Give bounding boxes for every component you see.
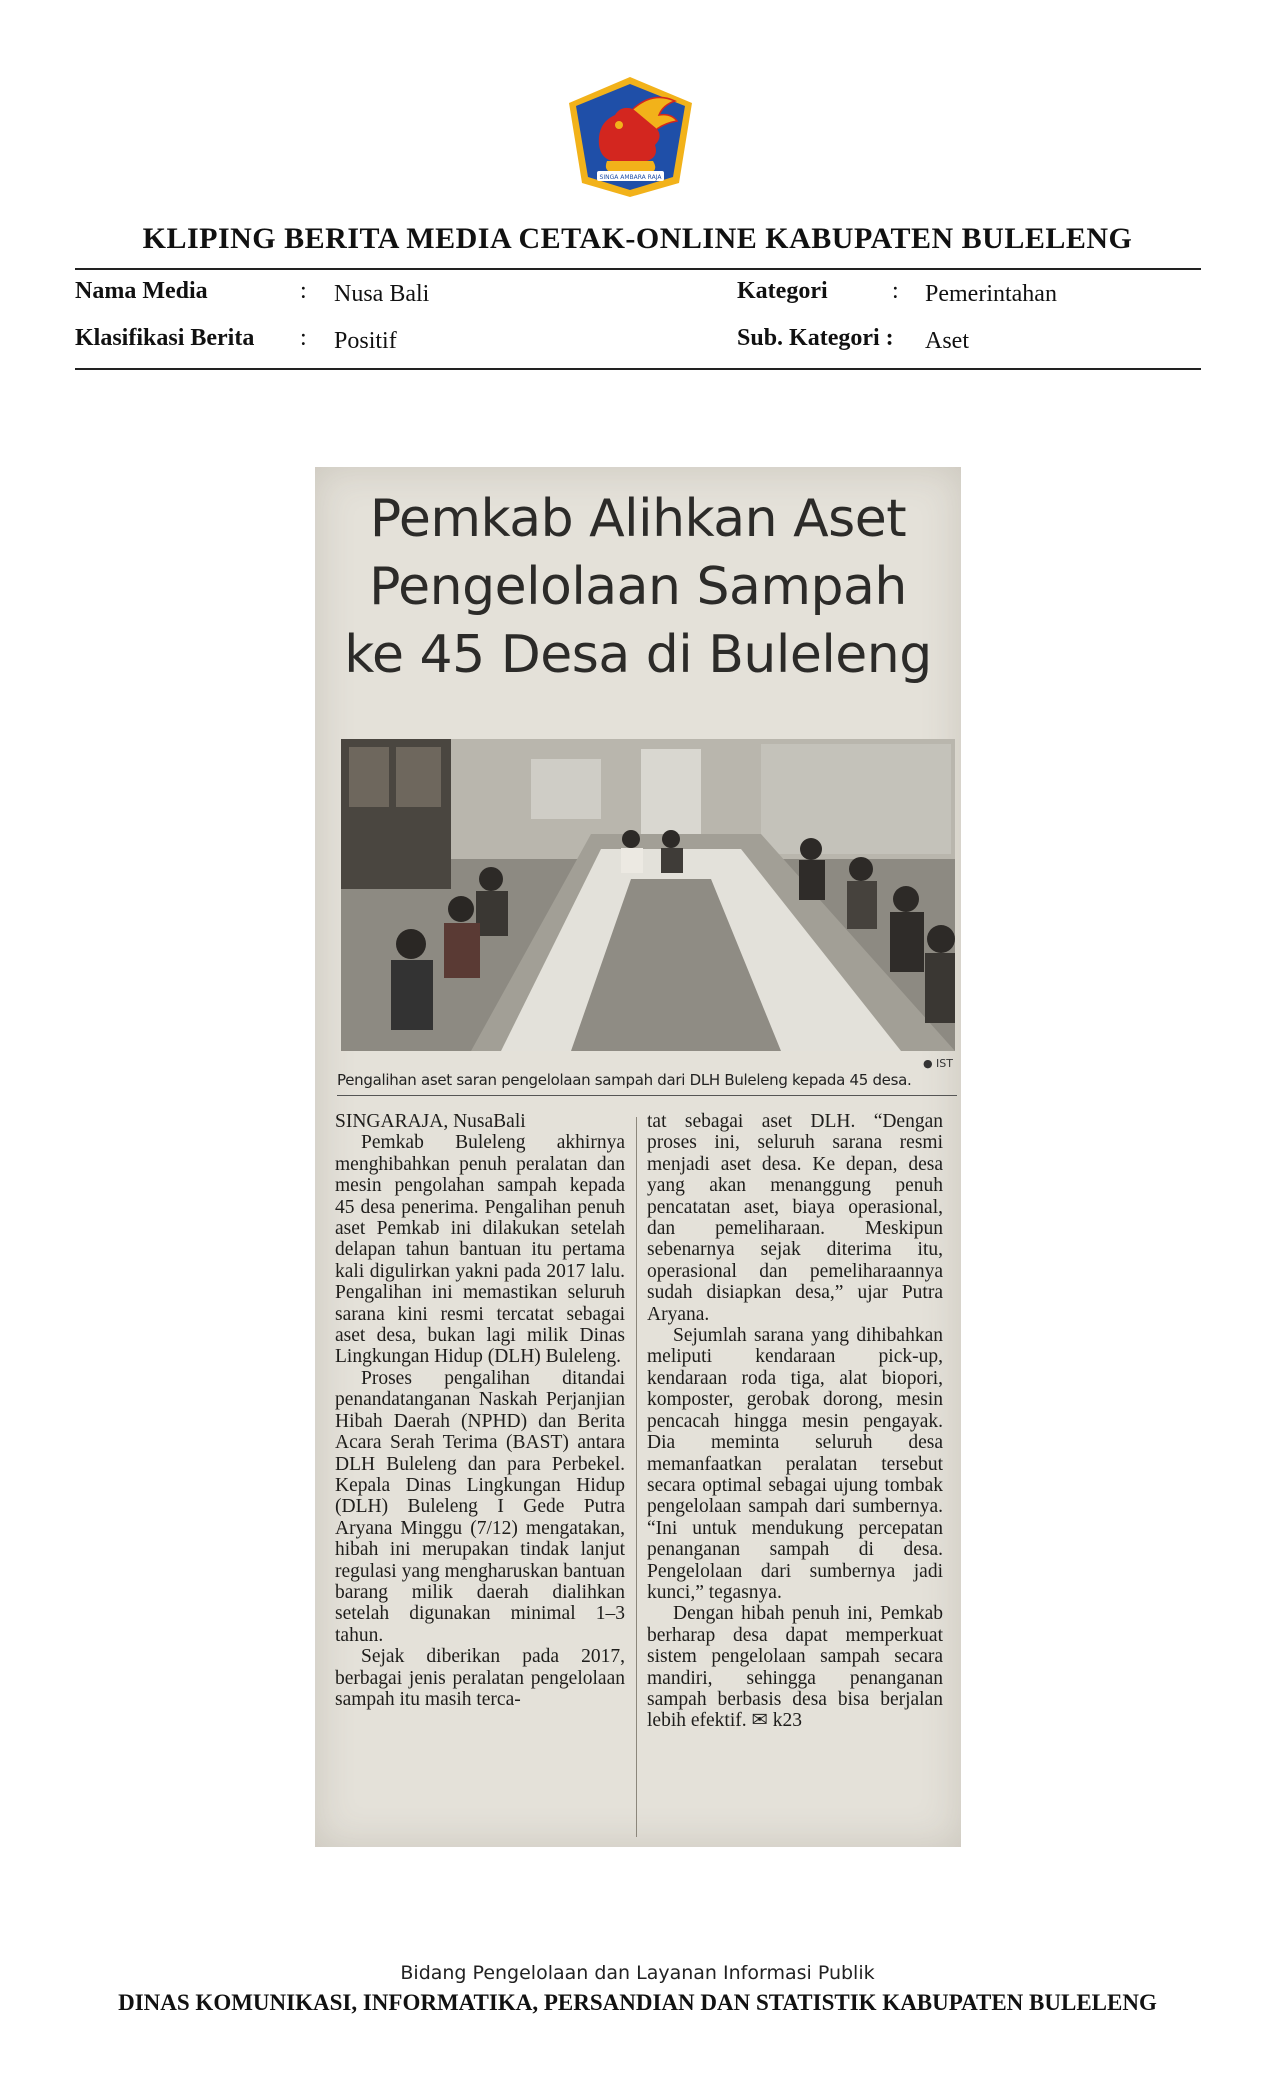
meeting-photo: [341, 739, 955, 1051]
photo-credit: ● IST: [922, 1057, 953, 1070]
article-column-1: [335, 1111, 625, 1710]
article-column-2: [647, 1111, 943, 1732]
caption-divider: [337, 1095, 957, 1096]
dateline: SINGARAJA, NusaBali: [335, 1111, 526, 1132]
kategori-label: Kategori: [737, 278, 828, 304]
article-paragraph: Sejumlah sarana yang dihibahkan meliputi kendaraan pick-up, kendaraan roda tiga, alat biopori, komposter, gerobak dorong, mesin pencacah hingga mesin pengayak. Dia meminta seluruh desa memanfaatkan peralatan tersebut secara optimal sebagai ujung tombak pengelolaan sampah dari sumbernya. “Ini untuk mendukung percepatan penanganan sampah di desa. Pengelolaan dari sumbernya jadi kunci,” tegasnya.: [647, 1325, 943, 1603]
header-bottom-divider: [75, 368, 1201, 370]
photo-caption: Pengalihan aset saran pengelolaan sampah dari DLH Buleleng kepada 45 desa.: [337, 1071, 912, 1089]
article-paragraph: tat sebagai aset DLH. “Dengan proses ini, seluruh sarana resmi menjadi aset desa. Ke depan, desa yang akan menanggung penuh pencatatan aset, biaya operasional, dan pemeliharaan. Meskipun sebenarnya sejak diterima itu, operasional dan pemeliharaannya sudah disiapkan desa,” ujar Putra Aryana.: [647, 1111, 943, 1325]
newspaper-clipping: [315, 467, 961, 1847]
klasifikasi-value: Positif: [334, 328, 397, 354]
footer-agency: DINAS KOMUNIKASI, INFORMATIKA, PERSANDIAN DAN STATISTIK KABUPATEN BULELENG: [118, 1990, 1157, 2015]
footer-department: Bidang Pengelolaan dan Layanan Informasi Publik: [400, 1962, 875, 1984]
media-colon: :: [300, 278, 307, 304]
article-paragraph: Dengan hibah penuh ini, Pemkab berharap desa dapat memperkuat sistem pengelolaan sampah secara mandiri, sehingga penanganan sampah berbasis desa bisa berjalan lebih efektif. ✉ k23: [647, 1603, 943, 1732]
article-paragraph: Proses pengalihan ditandai penandatanganan Naskah Perjanjian Hibah Daerah (NPHD) dan Berita Acara Serah Terima (BAST) antara DLH Buleleng dan para Perbekel. Kepala Dinas Lingkungan Hidup (DLH) Buleleng I Gede Putra Aryana Minggu (7/12) mengatakan, hibah ini merupakan tindak lanjut regulasi yang mengharuskan bantuan barang milik daerah dialihkan setelah digunakan minimal 1–3 tahun.: [335, 1367, 625, 1646]
klasifikasi-label: Klasifikasi Berita: [75, 325, 255, 351]
header-top-divider: [75, 268, 1201, 270]
svg-text:SINGA AMBARA RAJA: SINGA AMBARA RAJA: [599, 174, 662, 181]
article-headline: [315, 485, 961, 689]
media-label: Nama Media: [75, 278, 208, 304]
column-divider: [636, 1117, 637, 1837]
sub-kategori-label: Sub. Kategori :: [737, 325, 894, 351]
sub-kategori-value: Aset: [925, 328, 969, 354]
article-paragraph: Pemkab Buleleng akhirnya menghibahkan penuh peralatan dan mesin pengolahan sampah kepada 45 desa penerima. Pengalihan penuh aset Pemkab ini dilakukan setelah delapan tahun bantuan itu pertama kali digulirkan yakni pada 2017 lalu. Pengalihan ini memastikan seluruh sarana kini resmi tercatat sebagai aset desa, bukan lagi milik Dinas Lingkungan Hidup (DLH) Buleleng.: [335, 1132, 625, 1368]
kategori-value: Pemerintahan: [925, 281, 1057, 307]
klasifikasi-colon: :: [300, 325, 307, 351]
media-value: Nusa Bali: [334, 281, 430, 307]
kategori-colon: :: [892, 278, 899, 304]
headline-line-1: Pemkab Alihkan Aset: [369, 489, 907, 549]
page-title: KLIPING BERITA MEDIA CETAK-ONLINE KABUPATEN BULELENG: [142, 222, 1133, 255]
buleleng-emblem-icon: [563, 75, 698, 200]
headline-line-2: Pengelolaan Sampah: [369, 557, 907, 617]
headline-line-3: ke 45 Desa di Buleleng: [344, 625, 932, 685]
article-paragraph: Sejak diberikan pada 2017, berbagai jenis peralatan pengelolaan sampah itu masih terca-: [335, 1646, 625, 1710]
